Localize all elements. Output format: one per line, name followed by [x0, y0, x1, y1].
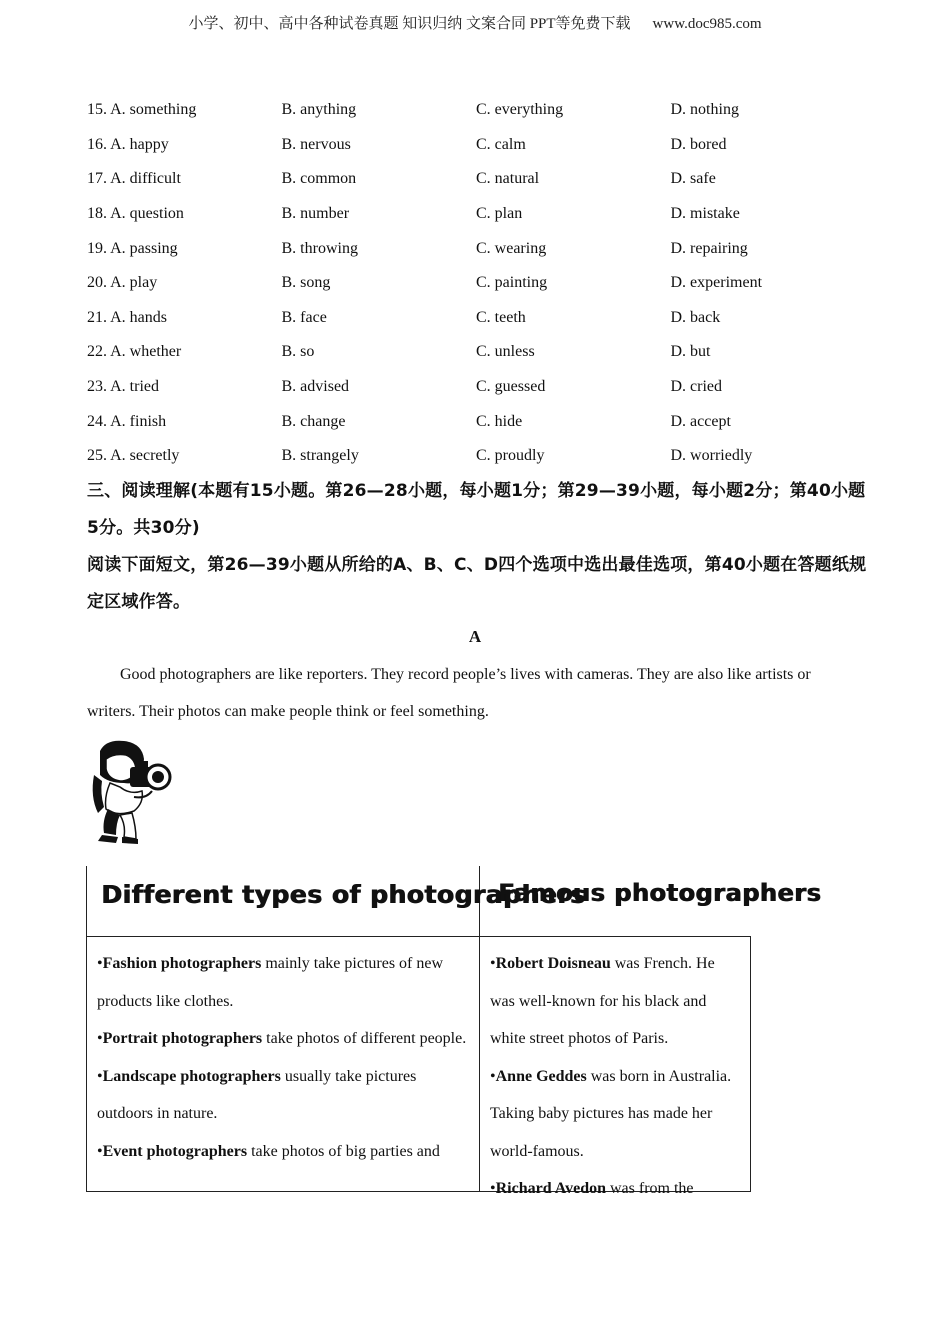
option-row — [87, 93, 867, 128]
list-item: •Richard Avedon was from the — [490, 1180, 694, 1197]
header-url: www.doc985.com — [652, 16, 762, 32]
option-b: B. anything — [281, 101, 357, 119]
option-d: D. but — [670, 343, 711, 361]
option-b: B. face — [281, 308, 327, 326]
option-row — [87, 301, 867, 336]
option-b: B. common — [281, 170, 357, 188]
option-d: D. experiment — [670, 274, 763, 292]
option-b: B. strangely — [281, 447, 359, 465]
option-a: 19. A. passing — [87, 239, 178, 257]
option-row — [87, 266, 867, 301]
column-header-famous: Famous photographers — [498, 879, 821, 907]
option-a: 15. A. something — [87, 101, 197, 119]
column-header-types: Different types of photographers — [101, 880, 586, 909]
answer-options — [87, 93, 867, 474]
option-b: B. number — [281, 205, 350, 223]
list-item: •Event photographers take photos of big parties and — [97, 1142, 440, 1160]
option-a: 21. A. hands — [87, 308, 167, 326]
list-item: •Robert Doisneau was French. He was well-known for his black and white street photos of Paris. — [490, 955, 715, 1047]
option-c: C. painting — [476, 274, 548, 292]
option-c: C. hide — [476, 412, 523, 430]
option-d: D. back — [670, 308, 721, 326]
option-a: 22. A. whether — [87, 343, 182, 361]
list-item: •Portrait photographers take photos of different people. — [97, 1030, 467, 1047]
section-heading: 三、阅读理解(本题有15小题。第26—28小题，每小题1分；第29—39小题，每小题2分；第40小题5分。共30分) — [87, 481, 866, 538]
page-header — [0, 12, 950, 33]
list-item: •Landscape photographers usually take pictures outdoors in nature. — [97, 1067, 417, 1122]
section-instruction: 阅读下面短文，第26—39小题从所给的A、B、C、D四个选项中选出最佳选项，第40小题在答题纸规定区域作答。 — [87, 555, 867, 612]
option-b: B. so — [281, 343, 315, 361]
option-c: C. unless — [476, 343, 535, 361]
option-d: D. accept — [670, 412, 731, 430]
option-c: C. calm — [476, 135, 526, 153]
option-d: D. safe — [670, 170, 716, 188]
option-b: B. song — [281, 274, 331, 292]
option-d: D. cried — [670, 378, 723, 396]
option-row — [87, 231, 867, 266]
option-b: B. advised — [281, 378, 350, 396]
option-c: C. plan — [476, 205, 523, 223]
option-row — [87, 439, 867, 474]
option-a: 16. A. happy — [87, 135, 169, 153]
option-row — [87, 128, 867, 163]
option-c: C. everything — [476, 101, 564, 119]
option-row — [87, 197, 867, 232]
option-a: 23. A. tried — [87, 378, 159, 396]
option-row — [87, 404, 867, 439]
option-b: B. nervous — [281, 135, 351, 153]
option-d: D. worriedly — [670, 447, 753, 465]
option-row — [87, 162, 867, 197]
option-c: C. guessed — [476, 378, 546, 396]
option-d: D. nothing — [670, 101, 739, 119]
photographer-illustration — [86, 737, 178, 845]
option-c: C. natural — [476, 170, 540, 188]
types-list — [87, 937, 479, 1191]
list-item: •Fashion photographers mainly take pictures of new products like clothes. — [97, 955, 444, 1010]
option-a: 24. A. finish — [87, 412, 167, 430]
option-d: D. repairing — [670, 239, 748, 257]
option-a: 20. A. play — [87, 274, 158, 292]
option-row — [87, 335, 867, 370]
famous-list — [480, 937, 750, 1197]
passage-intro: Good photographers are like reporters. They record people’s lives with cameras. They are also like artists or writers. Their photos can make people think or feel something. — [87, 666, 811, 720]
header-title: 小学、初中、高中各种试卷真题 知识归纳 文案合同 PPT等免费下载 — [188, 16, 631, 32]
passage-label: A — [468, 627, 482, 646]
list-item: •Anne Geddes was born in Australia. Taking baby pictures has made her world-famous. — [490, 1067, 732, 1160]
photographers-table — [86, 866, 821, 1197]
option-a: 25. A. secretly — [87, 447, 180, 465]
option-row — [87, 370, 867, 405]
option-b: B. throwing — [281, 239, 358, 257]
option-c: C. proudly — [476, 447, 545, 465]
option-d: D. mistake — [670, 205, 740, 223]
option-a: 18. A. question — [87, 205, 184, 223]
option-a: 17. A. difficult — [87, 170, 181, 188]
option-b: B. change — [281, 412, 346, 430]
option-c: C. wearing — [476, 239, 547, 257]
option-c: C. teeth — [476, 308, 526, 326]
option-d: D. bored — [670, 135, 727, 153]
